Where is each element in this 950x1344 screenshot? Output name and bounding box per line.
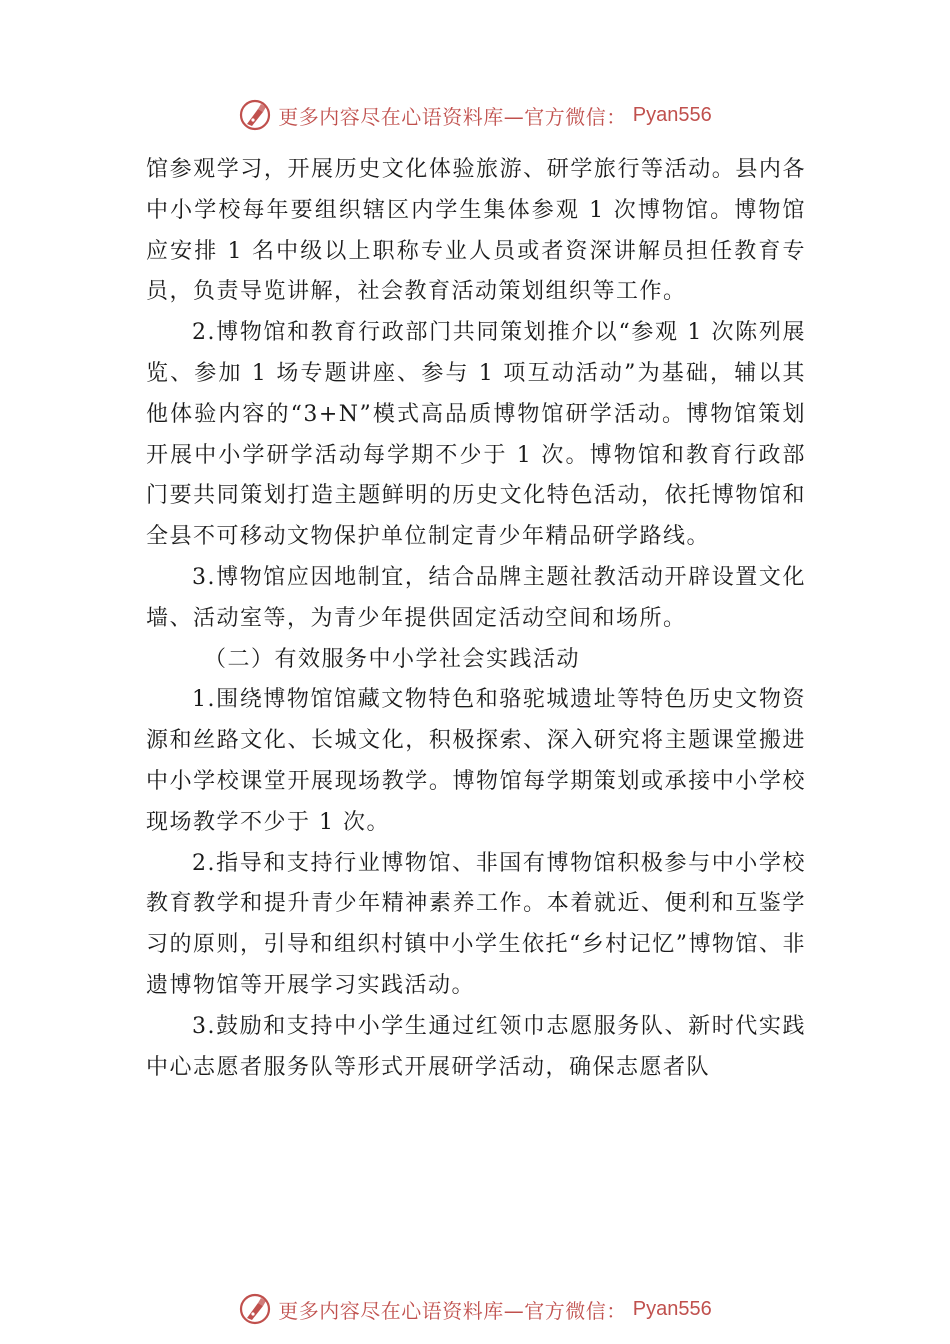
paragraph-item-3: 3.博物馆应因地制宜，结合品牌主题社教活动开辟设置文化墙、活动室等，为青少年提供固定活动空间和场所。 xyxy=(146,564,806,631)
pen-nib-circle-logo-icon xyxy=(238,1292,272,1326)
paragraph-item-2: 2.博物馆和教育行政部门共同策划推介以“参观 1 次陈列展览、参加 1 场专题讲座、参与 1 项互动活动”为基础，辅以其他体验内容的“3+N”模式高品质博物馆研学活动。博物馆策划开展中小学研学活动每学期不少于 1 次。博物馆和教育行政部门要共同策划打造主题鲜明的历史文化特色活动，依托博物馆和全县不可移动文物保护单位制定青少年精品研学路线。 xyxy=(146,320,806,550)
banner-content xyxy=(238,98,711,132)
document-body xyxy=(146,150,806,1088)
banner-text-footer: 更多内容尽在心语资料库—官方微信： xyxy=(278,1298,627,1323)
header-banner xyxy=(0,92,950,138)
pen-nib-circle-logo-icon xyxy=(238,98,272,132)
paragraph-item-2b: 2.指导和支持行业博物馆、非国有博物馆积极参与中小学校教育教学和提升青少年精神素养工作。本着就近、便利和互鉴学习的原则，引导和组织村镇中小学生依托“乡村记忆”博物馆、非遗博物馆等开展学习实践活动。 xyxy=(146,850,806,998)
paragraph-item-1: 1.围绕博物馆馆藏文物特色和骆驼城遗址等特色历史文物资源和丝路文化、长城文化，积极探索、深入研究将主题课堂搬进中小学校课堂开展现场教学。博物馆每学期策划或承接中小学校现场教学不少于 1 次。 xyxy=(146,687,806,835)
paragraph-continuation: 馆参观学习，开展历史文化体验旅游、研学旅行等活动。县内各中小学校每年要组织辖区内学生集体参观 1 次博物馆。博物馆应安排 1 名中级以上职称专业人员或者资深讲解员担任教育专员，负责导览讲解，社会教育活动策划组织等工作。 xyxy=(146,157,806,305)
section-heading: （二）有效服务中小学社会实践活动 xyxy=(204,646,581,672)
paragraph-item-3b: 3.鼓励和支持中小学生通过红领巾志愿服务队、新时代实践中心志愿者服务队等形式开展研学活动，确保志愿者队 xyxy=(146,1013,806,1080)
banner-content-footer xyxy=(238,1292,711,1326)
wechat-id: Pyan556 xyxy=(632,103,712,126)
footer-banner xyxy=(0,1286,950,1332)
wechat-id-footer: Pyan556 xyxy=(632,1297,712,1320)
banner-text: 更多内容尽在心语资料库—官方微信： xyxy=(278,104,627,129)
